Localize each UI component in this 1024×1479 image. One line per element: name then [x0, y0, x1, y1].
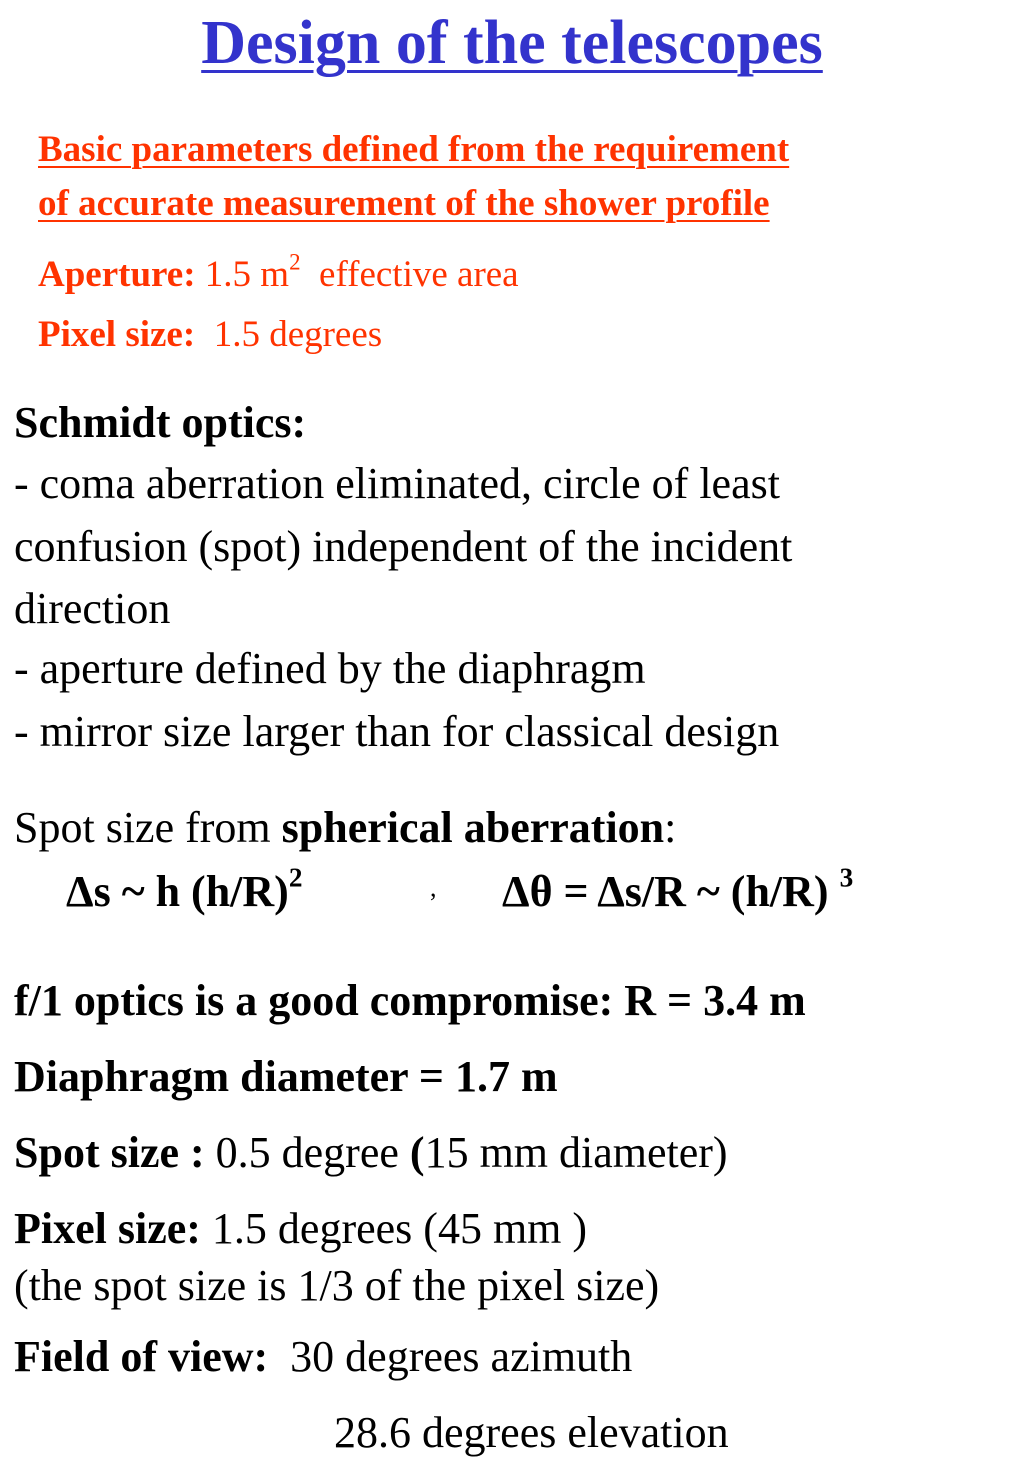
schmidt-line-4: - aperture defined by the diaphragm: [14, 644, 646, 693]
formula-separator: ,: [430, 873, 437, 902]
aperture-row: [38, 249, 519, 296]
field-of-view-row: [14, 1331, 632, 1382]
spot-intro: Spot size from spherical aberration:: [14, 803, 677, 852]
fov-elevation: 28.6 degrees elevation: [334, 1408, 729, 1457]
schmidt-line-1: - coma aberration eliminated, circle of least: [14, 459, 780, 508]
page-title: Design of the telescopes: [201, 9, 823, 77]
spot-size-row: Spot size : 0.5 degree (15 mm diameter): [14, 1128, 728, 1177]
field-of-view-label: Field of view:: [14, 1332, 269, 1381]
formula-left: Δs ~ h $(h/R)^2$: [66, 862, 303, 916]
schmidt-heading: Schmidt optics:: [14, 398, 307, 447]
aperture-value: 1.5 $m^2$: [204, 249, 301, 295]
aperture-label: Aperture:: [38, 254, 196, 295]
pixel-size-note: (the spot size is 1/3 of the pixel size): [14, 1261, 660, 1310]
pixel-size-top-value: 1.5 degrees: [213, 314, 383, 355]
f1-compromise: f/1 optics is a good compromise: R = 3.4 m: [14, 976, 806, 1025]
schmidt-line-3: direction: [14, 584, 171, 633]
spot-size-label: Spot size :: [14, 1128, 216, 1177]
pixel-size-row: Pixel size: 1.5 degrees (45 mm ): [14, 1204, 588, 1253]
fov-azimuth: 30 degrees azimuth: [290, 1332, 633, 1381]
diaphragm-diameter: Diaphragm diameter = 1.7 m: [14, 1052, 558, 1101]
pixel-size-label: Pixel size:: [14, 1204, 201, 1253]
schmidt-line-5: - mirror size larger than for classical design: [14, 707, 780, 756]
spherical-aberration-term: spherical aberration: [281, 803, 665, 852]
requirement-line-2: of accurate measurement of the shower profile: [38, 183, 770, 224]
schmidt-line-2: confusion (spot) independent of the incident: [14, 522, 793, 571]
aperture-suffix: effective area: [319, 254, 519, 295]
requirement-line-1: Basic parameters defined from the requirement: [38, 129, 790, 170]
pixel-size-top-row: [38, 313, 382, 356]
formula-right: Δθ = Δs/R ~ (h/R) $^3$: [502, 862, 854, 916]
pixel-size-top-label: Pixel size:: [38, 314, 196, 355]
